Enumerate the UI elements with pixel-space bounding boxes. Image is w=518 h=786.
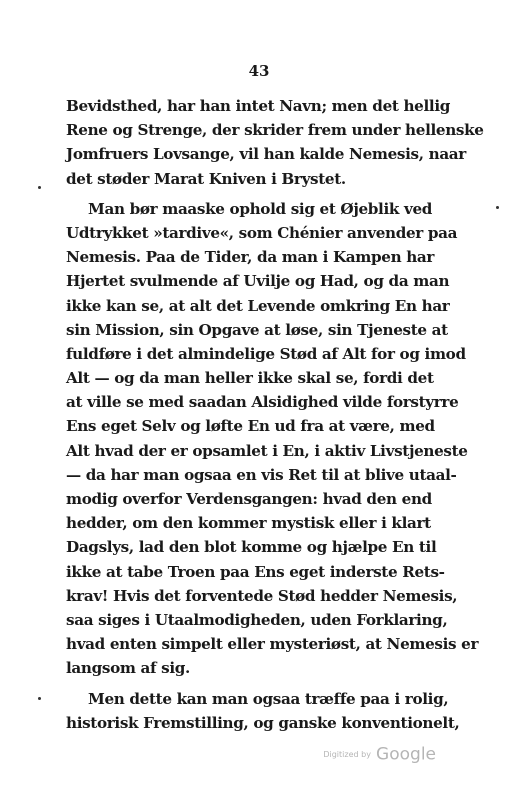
body-text (66, 94, 484, 735)
text-line: saa siges i Utaalmodigheden, uden Forklaring, (66, 610, 448, 629)
specks (38, 186, 41, 189)
text-line: langsom af sig. (66, 659, 190, 678)
text-line: Alt — og da man heller ikke skal se, fordi det (66, 369, 434, 388)
text-line: Men dette kan man ogsaa træffe paa i rolig, (88, 689, 449, 708)
text-line: krav! Hvis det forventede Stød hedder Nemesis, (66, 586, 458, 605)
text-line: Man bør maaske ophold sig et Øjeblik ved (88, 199, 433, 218)
watermark-prefix: Digitized by (323, 750, 371, 759)
digitized-watermark (323, 744, 436, 765)
text-line: Nemesis. Paa de Tider, da man i Kampen har (66, 248, 435, 267)
text-line: at ville se med saadan Alsidighed vilde forstyrre (66, 393, 459, 412)
text-line: Alt hvad der er opsamlet i En, i aktiv Livstjeneste (66, 441, 468, 460)
text-line: Rene og Strenge, der skrider frem under hellenske (66, 121, 484, 140)
text-line: Bevidsthed, har han intet Navn; men det hellig (66, 97, 451, 115)
page-number: 43 (248, 62, 270, 80)
text-line: Dagslys, lad den blot komme og hjælpe En til (66, 538, 437, 557)
text-line: modig overfor Verdensgangen: hvad den end (66, 490, 432, 508)
text-line: Ens eget Selv og løfte En ud fra at være, med (66, 417, 435, 436)
text-line: — da har man ogsaa en vis Ret til at blive utaal- (66, 465, 457, 484)
text-line: Udtrykket »tardive«, som Chénier anvender paa (66, 223, 458, 242)
text-line: Jomfruers Lovsange, vil han kalde Nemesis, naar (66, 145, 466, 164)
text-line: ikke at tabe Troen paa Ens eget inderste Rets- (66, 562, 445, 581)
text-line: ikke kan se, at alt det Levende omkring En har (66, 296, 450, 315)
text-line: Hjertet svulmende af Uvilje og Had, og da man (66, 272, 450, 291)
google-logo: Google (376, 744, 436, 765)
text-line: sin Mission, sin Opgave at løse, sin Tjeneste at (66, 320, 448, 339)
text-line: fuldføre i det almindelige Stød af Alt for og imod (66, 344, 466, 363)
text-line: hvad enten simpelt eller mysteriøst, at Nemesis er (66, 635, 479, 654)
text-line: hedder, om den kommer mystisk eller i klart (66, 514, 431, 533)
specks (38, 697, 41, 700)
text-line: historisk Fremstilling, og ganske konventionelt, (66, 713, 460, 732)
specks (496, 206, 499, 209)
text-line: det støder Marat Kniven i Brystet. (66, 169, 346, 188)
